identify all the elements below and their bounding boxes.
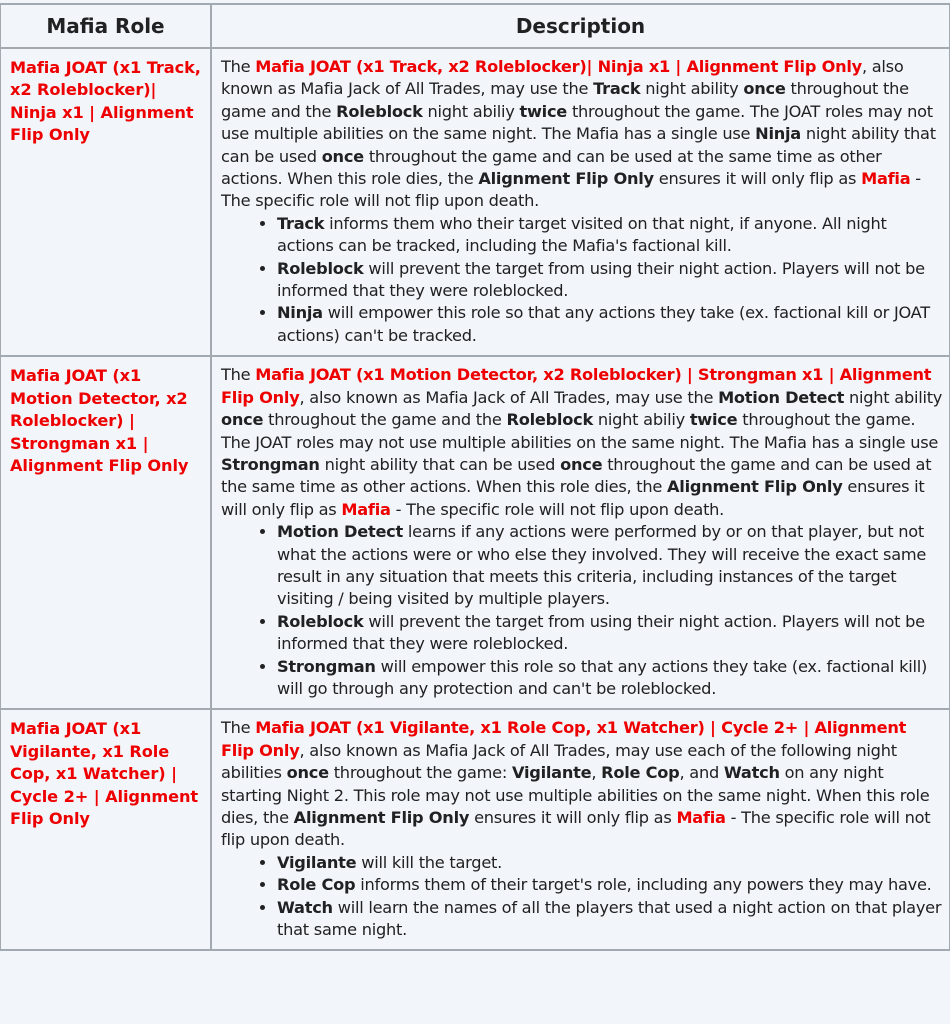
ability-list xyxy=(221,521,943,700)
ability-description: will empower this role so that any actions they take (ex. factional kill or JOAT actions) can't be tracked. xyxy=(277,303,930,345)
ability-term: Strongman xyxy=(277,656,376,676)
role-name-cell: Mafia JOAT (x1 Track, x2 Roleblocker)| Ninja x1 | Alignment Flip Only xyxy=(0,48,211,356)
ability-term: Alignment Flip Only xyxy=(667,477,843,497)
description-text: night ability xyxy=(844,387,943,407)
header-description: Description xyxy=(211,4,950,48)
ability-term: once xyxy=(286,763,329,783)
role-description-cell xyxy=(211,356,950,709)
description-text: , also known as Mafia Jack of All Trades, may use the xyxy=(299,387,719,407)
ability-term: Roleblock xyxy=(336,101,423,121)
description-text: , also known as Mafia Jack of All Trades, may use the xyxy=(221,57,904,99)
ability-term: Ninja xyxy=(755,124,801,144)
ability-term: once xyxy=(743,79,786,99)
header-mafia-role: Mafia Role xyxy=(0,4,211,48)
description-text: The xyxy=(221,57,256,76)
ability-term: Track xyxy=(277,213,325,233)
ability-description: will learn the names of all the players that used a night action on that player that same night. xyxy=(277,897,942,940)
role-highlight-text: Mafia xyxy=(861,169,911,189)
ability-term: Motion Detect xyxy=(718,387,845,407)
role-highlight-text: Mafia xyxy=(341,499,391,519)
roles-table-container xyxy=(0,3,950,951)
description-text: The xyxy=(221,718,256,738)
role-highlight-text: Mafia JOAT (x1 Motion Detector, x2 Roleblocker) | Strongman x1 | Alignment Flip Only xyxy=(221,365,932,407)
description-text: ensures it will only flip as xyxy=(653,169,862,189)
header-row xyxy=(0,4,950,48)
description-text: , xyxy=(591,763,602,783)
description-paragraph xyxy=(221,56,943,213)
ability-term: Roleblock xyxy=(277,611,364,631)
description-text: ensures it will only flip as xyxy=(221,477,925,519)
description-text: throughout the game and the xyxy=(263,410,507,430)
ability-description: will empower this role so that any actions they take (ex. factional kill) will go through any protection and can't be roleblocked. xyxy=(277,656,928,698)
ability-term: twice xyxy=(689,410,738,430)
ability-description: will kill the target. xyxy=(356,852,503,872)
ability-term: Strongman xyxy=(221,454,320,474)
ability-term: Vigilante xyxy=(277,852,357,872)
ability-list-item xyxy=(277,656,943,701)
description-text: , and xyxy=(679,763,724,783)
table-row xyxy=(0,48,950,356)
table-row xyxy=(0,709,950,950)
description-text: night ability xyxy=(640,79,744,99)
ability-list-item xyxy=(277,213,943,258)
description-text: , also known as Mafia Jack of All Trades, may use each of the following night abilities xyxy=(221,740,897,783)
description-text: throughout the game: xyxy=(328,763,512,783)
ability-term: Motion Detect xyxy=(277,522,404,542)
description-text: - The specific role will not flip upon death. xyxy=(221,808,931,850)
ability-description: learns if any actions were performed by or on that player, but not what the actions were or who else they involved. They will receive the exact same result in any situation that meets this criteria, including instances of the target visiting / being visited by multiple players. xyxy=(277,522,927,609)
ability-term: twice xyxy=(519,101,568,121)
ability-term: Alignment Flip Only xyxy=(293,808,470,827)
description-text: night abiliy xyxy=(592,410,690,430)
ability-description: informs them who their target visited on that night, if anyone. All night actions can be tracked, including the Mafia's factional kill. xyxy=(277,213,887,256)
ability-list-item xyxy=(277,852,943,874)
role-description-cell xyxy=(211,48,950,356)
ability-description: will prevent the target from using their night action. Players will not be informed that they were roleblocked. xyxy=(277,611,925,654)
mafia-roles-table xyxy=(0,3,950,951)
description-text: The xyxy=(221,365,256,385)
ability-term: Watch xyxy=(277,897,333,917)
ability-list-item xyxy=(277,521,943,611)
role-name-cell: Mafia JOAT (x1 Motion Detector, x2 Roleblocker) | Strongman x1 | Alignment Flip Only xyxy=(0,356,211,709)
ability-description: will prevent the target from using their night action. Players will not be informed that they were roleblocked. xyxy=(277,258,925,301)
table-row xyxy=(0,356,950,709)
ability-term: Ninja xyxy=(277,303,323,323)
ability-term: Role Cop xyxy=(277,875,356,895)
ability-list-item xyxy=(277,874,943,896)
role-highlight-text: Mafia JOAT (x1 Vigilante, x1 Role Cop, x1 Watcher) | Cycle 2+ | Alignment Flip Only xyxy=(221,718,907,760)
ability-term: Alignment Flip Only xyxy=(478,169,654,189)
description-paragraph xyxy=(221,717,943,851)
description-text: throughout the game. The JOAT roles may not use multiple abilities on the same night. The Mafia has a single use xyxy=(221,410,939,452)
ability-list-item xyxy=(277,302,943,347)
ability-term: once xyxy=(560,454,603,474)
description-paragraph xyxy=(221,364,943,521)
description-text: night ability that can be used xyxy=(221,124,936,166)
description-text: night ability that can be used xyxy=(319,454,561,474)
ability-term: once xyxy=(221,410,264,430)
ability-term: Vigilante xyxy=(511,763,592,783)
ability-list xyxy=(221,852,943,942)
ability-term: once xyxy=(321,146,364,166)
description-text: - The specific role will not flip upon death. xyxy=(221,169,921,211)
description-text: night abiliy xyxy=(422,101,520,121)
role-name-cell: Mafia JOAT (x1 Vigilante, x1 Role Cop, x1 Watcher) | Cycle 2+ | Alignment Flip Only xyxy=(0,709,211,950)
ability-term: Watch xyxy=(723,763,780,783)
description-text: throughout the game and can be used at the same time as other actions. When this role dies, the xyxy=(221,454,932,497)
ability-description: informs them of their target's role, including any powers they may have. xyxy=(355,875,932,895)
ability-term: Role Cop xyxy=(601,763,680,783)
description-text: on any night starting Night 2. This role may not use multiple abilities on the same night. When this role dies, the xyxy=(221,763,930,827)
description-text: - The specific role will not flip upon death. xyxy=(390,499,725,519)
ability-list-item xyxy=(277,611,943,656)
ability-term: Roleblock xyxy=(506,410,593,430)
description-text: ensures it will only flip as xyxy=(469,808,677,827)
description-text: throughout the game and the xyxy=(221,79,909,121)
ability-list-item xyxy=(277,258,943,303)
ability-list xyxy=(221,213,943,347)
ability-list-item xyxy=(277,897,943,942)
ability-term: Roleblock xyxy=(277,258,364,278)
description-text: throughout the game. The JOAT roles may not use multiple abilities on the same night. The Mafia has a single use xyxy=(221,101,933,144)
role-description-cell xyxy=(211,709,950,950)
ability-term: Track xyxy=(593,79,641,99)
role-highlight-text: Mafia xyxy=(676,808,726,827)
description-text: throughout the game and can be used at the same time as other actions. When this role dies, the xyxy=(221,146,882,189)
role-highlight-text: Mafia JOAT (x1 Track, x2 Roleblocker)| Ninja x1 | Alignment Flip Only xyxy=(255,57,862,76)
